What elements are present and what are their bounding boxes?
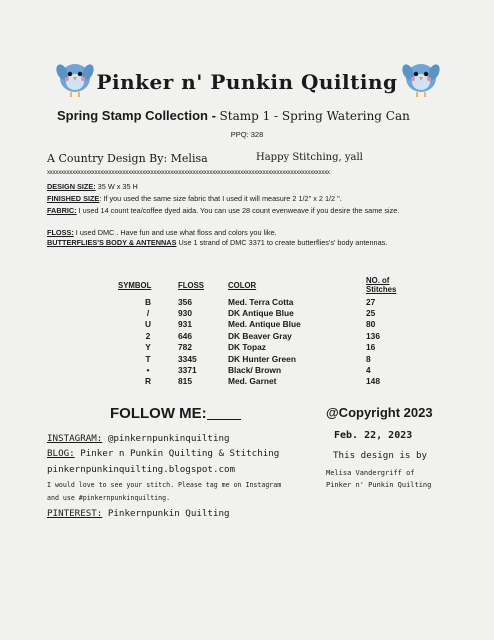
symbol-cell: Y [145, 342, 151, 353]
follow-underline [207, 419, 241, 420]
finished-size-label: FINISHED SIZE [47, 194, 100, 203]
greeting-text: Happy Stitching, yall [256, 152, 363, 163]
fabric-line [47, 206, 447, 215]
table-row [114, 353, 414, 364]
author-name: Melisa Vandergriff of [326, 469, 415, 477]
column-header: SYMBOL [118, 280, 152, 290]
share-note-line2: and use #pinkernpunkinquilting. [47, 494, 171, 502]
color-cell: Med. Antique Blue [228, 319, 301, 330]
symbol-cell: T [145, 353, 151, 364]
stitch-count-cell: 16 [366, 342, 376, 353]
finished-size-value: : If you used the same size fabric that I used it will measure 2 1/2" x 2 1/2 ". [99, 194, 342, 203]
blog-line [47, 448, 279, 459]
fabric-label: FABRIC: [47, 206, 77, 215]
color-cell: Med. Garnet [228, 376, 277, 387]
pinterest-name[interactable]: Pinkernpunkin Quilting [102, 508, 230, 519]
column-header: NO. of Stitches [366, 276, 397, 294]
symbol-cell: 2 [145, 330, 151, 341]
pattern-number: PPQ: 328 [230, 130, 264, 139]
color-cell: DK Beaver Gray [228, 330, 292, 341]
copyright-notice: @Copyright 2023 [326, 405, 433, 420]
follow-label: FOLLOW ME: [110, 405, 207, 422]
table-row [114, 296, 414, 307]
color-cell: Black/ Brown [228, 365, 282, 376]
table-row [114, 342, 414, 353]
divider-line: xxxxxxxxxxxxxxxxxxxxxxxxxxxxxxxxxxxxxxxxxxxxxxxxxxxxxxxxxxxxxxxxxxxxxxxxxxxxxxxxxxxxxxxxxxxxxxxxxxxxx [47, 170, 330, 176]
stitch-count-cell: 8 [366, 353, 371, 364]
stitch-count-cell: 136 [366, 330, 380, 341]
symbol-cell: / [146, 308, 150, 319]
collection-name: Spring Stamp Collection - [57, 108, 216, 123]
butterfly-label: BUTTERFLIES'S BODY & ANTENNAS [47, 238, 177, 247]
collection-subtitle [57, 108, 410, 123]
design-date: Feb. 22, 2023 [334, 430, 413, 441]
design-by-text: This design is by [333, 450, 428, 461]
floss-cell: 815 [178, 376, 192, 387]
design-size-line [47, 182, 447, 191]
page-title: Pinker n' Punkin Quilting [96, 70, 398, 94]
symbol-cell: R [144, 376, 152, 387]
color-cell: DK Topaz [228, 342, 266, 353]
symbol-cell: U [144, 319, 152, 330]
company-name: Pinker n' Punkin Quilting [326, 481, 432, 489]
share-note-line1: I would love to see your stitch. Please tag me on Instagram [47, 481, 282, 489]
stamp-name: Stamp 1 - Spring Watering Can [219, 109, 410, 123]
column-header: COLOR [228, 280, 257, 290]
blog-label: BLOG: [47, 448, 75, 459]
follow-heading [110, 405, 241, 422]
design-size-label: DESIGN SIZE: [47, 182, 96, 191]
table-row [114, 376, 414, 387]
finished-size-line [47, 194, 447, 203]
blog-url[interactable]: pinkernpunkinquilting.blogspot.com [47, 464, 236, 475]
instagram-label: INSTAGRAM: [47, 433, 103, 444]
floss-line [47, 228, 447, 237]
pinterest-line [47, 508, 230, 519]
fabric-value: I used 14 count tea/coffee dyed aida. You can use 28 count evenweave if you desire the same size. [76, 206, 400, 215]
stitch-count-cell: 27 [366, 296, 376, 307]
designer-byline: A Country Design By: Melisa [47, 152, 208, 165]
floss-cell: 646 [178, 330, 192, 341]
table-header-row [114, 276, 414, 296]
stitch-count-cell: 80 [366, 319, 376, 330]
stitch-count-cell: 148 [366, 376, 380, 387]
symbol-cell: • [146, 365, 150, 376]
color-cell: Med. Terra Cotta [228, 296, 294, 307]
instagram-handle[interactable]: @pinkernpunkinquilting [102, 433, 230, 444]
floss-cell: 3371 [178, 365, 197, 376]
floss-cell: 356 [178, 296, 192, 307]
blog-name[interactable]: Pinker n Punkin Quilting & Stitching [74, 448, 280, 459]
floss-cell: 931 [178, 319, 192, 330]
pinterest-label: PINTEREST: [47, 508, 103, 519]
butterfly-line [47, 238, 447, 247]
stitch-count-cell: 4 [366, 365, 371, 376]
column-header: FLOSS [178, 280, 204, 290]
floss-cell: 3345 [178, 353, 197, 364]
table-row [114, 330, 414, 341]
floss-value: I used DMC . Have fun and use what floss and colors you like. [73, 228, 277, 237]
symbol-cell: B [144, 296, 152, 307]
table-row [114, 319, 414, 330]
floss-cell: 782 [178, 342, 192, 353]
instagram-line [47, 433, 230, 444]
butterfly-value: Use 1 strand of DMC 3371 to create butterflies's' body antennas. [176, 238, 388, 247]
color-cell: DK Antique Blue [228, 308, 294, 319]
floss-cell: 930 [178, 308, 192, 319]
stitch-count-cell: 25 [366, 308, 376, 319]
floss-table [114, 276, 414, 387]
table-row [114, 364, 414, 375]
floss-label: FLOSS: [47, 228, 74, 237]
design-size-value: 35 W x 35 H [95, 182, 138, 191]
table-row [114, 307, 414, 318]
color-cell: DK Hunter Green [228, 353, 296, 364]
